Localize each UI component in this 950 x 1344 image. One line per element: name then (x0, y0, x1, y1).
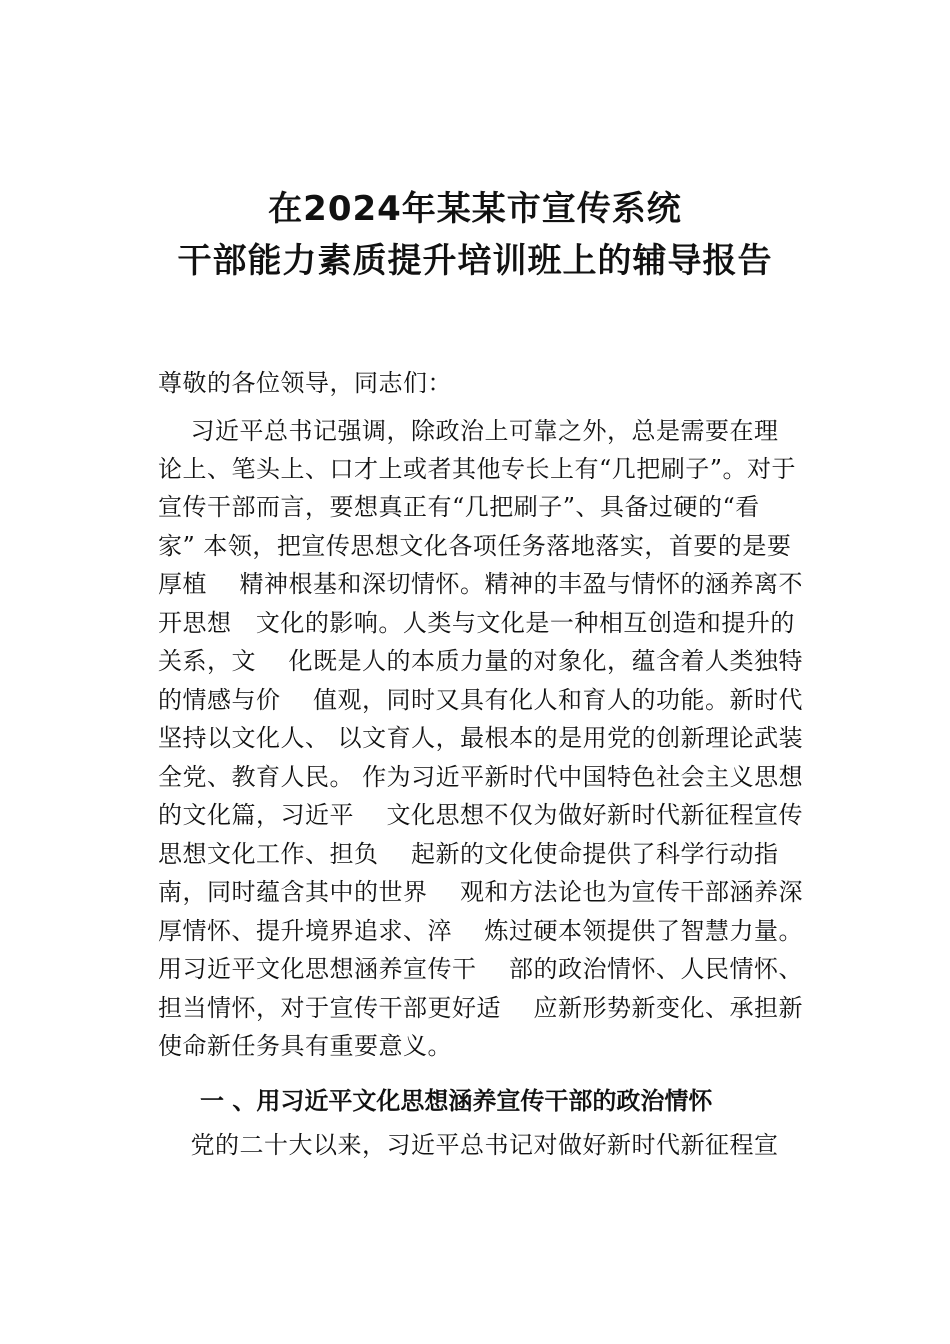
paragraph-line: 的情感与价 值观，同时又具有化人和育人的功能。新时代 (158, 686, 804, 714)
paragraph-line: 的文化篇，习近平 文化思想不仅为做好新时代新征程宣传 (158, 801, 804, 829)
paragraph-line: 南，同时蕴含其中的世界 观和方法论也为宣传干部涵养深 (158, 878, 804, 906)
paragraph-line: 坚持以文化人、 以文育人，最根本的是用党的创新理论武装 (158, 724, 804, 752)
paragraph-line: 关系，文 化既是人的本质力量的对象化，蕴含着人类独特 (158, 647, 804, 675)
paragraph-line: 思想文化工作、担负 起新的文化使命提供了科学行动指 (158, 840, 779, 868)
paragraph-line: 论上、笔头上、口才上或者其他专长上有“几把刷子”。对于 (158, 455, 797, 483)
section-1-first-line: 党的二十大以来，习近平总书记对做好新时代新征程宣 (158, 1131, 779, 1159)
paragraph-line: 习近平总书记强调，除政治上可靠之外，总是需要在理 (158, 417, 779, 445)
paragraph-line: 用习近平文化思想涵养宣传干 部的政治情怀、人民情怀、 (158, 955, 804, 983)
paragraph-line: 全党、教育人民。 作为习近平新时代中国特色社会主义思想 (158, 763, 804, 791)
salutation: 尊敬的各位领导，同志们： (158, 369, 452, 397)
title-line-2: 干部能力素质提升培训班上的辅导报告 (177, 241, 773, 281)
paragraph-line: 开思想 文化的影响。人类与文化是一种相互创造和提升的 (158, 609, 795, 637)
section-heading-1: 一 、用习近平文化思想涵养宣传干部的政治情怀 (200, 1087, 713, 1115)
title-line-1: 在2024年某某市宣传系统 (268, 189, 682, 229)
paragraph-line: 使命新任务具有重要意义。 (158, 1032, 452, 1060)
paragraph-line: 家” 本领，把宣传思想文化各项任务落地落实，首要的是要 (158, 532, 792, 560)
paragraph-line: 宣传干部而言，要想真正有“几把刷子”、具备过硬的“看 (158, 493, 760, 521)
paragraph-line: 厚植 精神根基和深切情怀。精神的丰盈与情怀的涵养离不 (158, 570, 804, 598)
paragraph-line: 担当情怀，对于宣传干部更好适 应新形势新变化、承担新 (158, 994, 804, 1022)
paragraph-line: 厚情怀、提升境界追求、淬 炼过硬本领提供了智慧力量。 (158, 917, 804, 945)
